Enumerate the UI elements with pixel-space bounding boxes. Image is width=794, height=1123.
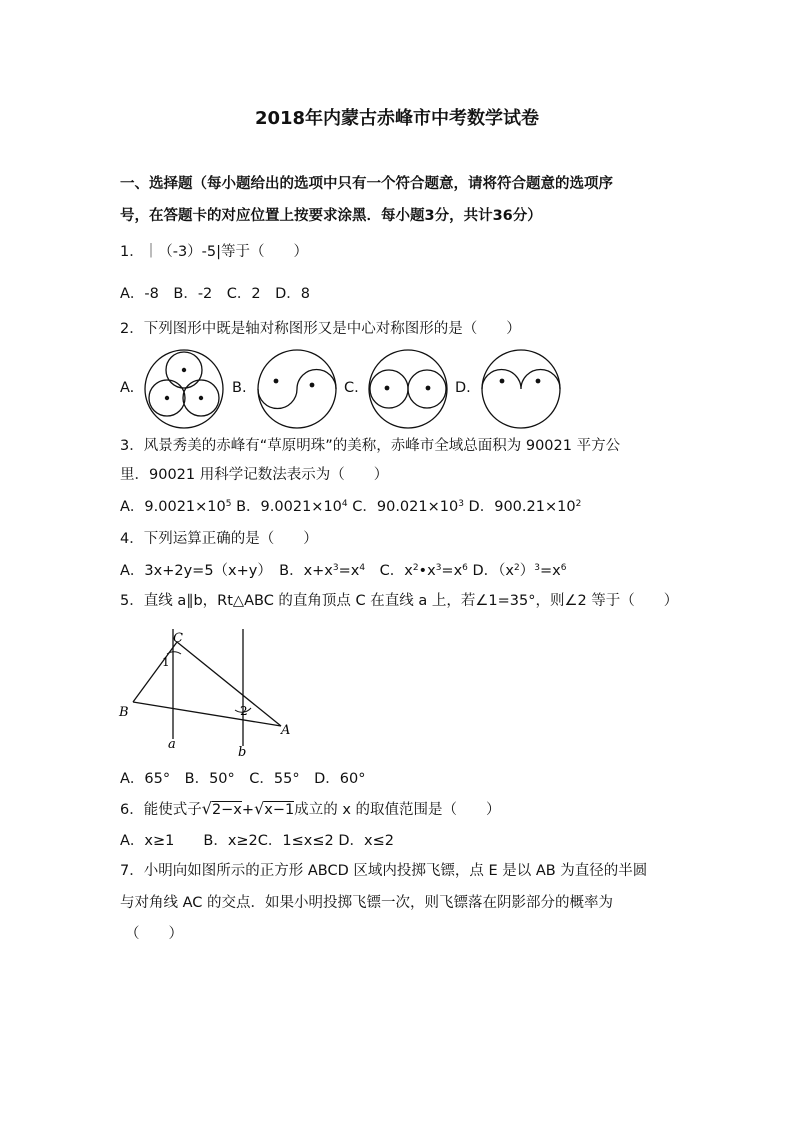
question-6-options: A．x≥1 B．x≥2C．1≤x≤2 D．x≤2 xyxy=(120,833,394,849)
option-a-label: A. xyxy=(120,380,135,396)
question-2-stem: 2．下列图形中既是轴对称图形又是中心对称图形的是（ ） xyxy=(120,321,521,337)
page-title: 2018年内蒙古赤峰市中考数学试卷 xyxy=(254,108,540,129)
radical-2: x−1 xyxy=(264,802,295,818)
option-c-label: C. xyxy=(344,380,359,396)
figure-triangle-parallel-lines xyxy=(115,624,305,764)
question-4-options: A．3x+2y=5（x+y） B．$x+x^3=x^4$ C．$x^2•x^3=x^6$ D．$(x^2)^3=x^6$ xyxy=(120,563,567,579)
label-c: C xyxy=(173,631,183,646)
question-5-stem: 5．直线 a∥b，Rt△ABC 的直角顶点 C 在直线 a 上，若∠1=35°，则∠2 等于（ ） xyxy=(120,593,679,609)
radical-1: 2−x xyxy=(211,802,242,818)
question-3-options: A．$9.0021\times 10^5$ B．$9.0021\times 10^4$ C．$90.021\times 10^3$ D．$900.21\times 10^2$ xyxy=(120,499,582,515)
question-1-options: A．-8 B．-2 C．2 D．8 xyxy=(120,286,311,302)
label-b: B xyxy=(119,705,129,720)
question-6-stem: 6．能使式子√2−x+√x−1成立的 x 的取值范围是（ ） xyxy=(120,799,501,818)
question-5-options: A．65° B．50° C．55° D．60° xyxy=(120,771,366,787)
label-a-point: A xyxy=(281,723,291,738)
label-angle-1: 1 xyxy=(162,655,170,669)
question-3-line2: 里．90021 用科学记数法表示为（ ） xyxy=(120,467,389,483)
question-3-line1: 3．风景秀美的赤峰有“草原明珠”的美称，赤峰市全域总面积为 90021 平方公 xyxy=(120,438,621,454)
figure-option-d xyxy=(480,348,562,430)
label-angle-2: 2 xyxy=(240,704,248,718)
question-1-stem: 1．｜（-3）-5|等于（ ） xyxy=(120,244,309,260)
question-7-line3: （ ） xyxy=(125,926,183,942)
question-4-stem: 4．下列运算正确的是（ ） xyxy=(120,531,318,547)
section-heading-line1: 一、选择题（每小题给出的选项中只有一个符合题意，请将符合题意的选项序 xyxy=(120,176,613,192)
label-line-a: a xyxy=(168,737,176,752)
question-7-line1: 7．小明向如图所示的正方形 ABCD 区域内投掷飞镖，点 E 是以 AB 为直径的半圆 xyxy=(120,863,648,879)
figure-option-a xyxy=(143,348,225,430)
question-7-line2: 与对角线 AC 的交点．如果小明投掷飞镖一次，则飞镖落在阴影部分的概率为 xyxy=(120,895,614,911)
label-line-b: b xyxy=(238,745,247,760)
figure-option-c xyxy=(367,348,449,430)
option-d-label: D. xyxy=(455,380,471,396)
figure-option-b xyxy=(256,348,338,430)
option-b-label: B. xyxy=(232,380,247,396)
section-heading-line2: 号，在答题卡的对应位置上按要求涂黑．每小题3分，共计36分） xyxy=(120,208,542,224)
